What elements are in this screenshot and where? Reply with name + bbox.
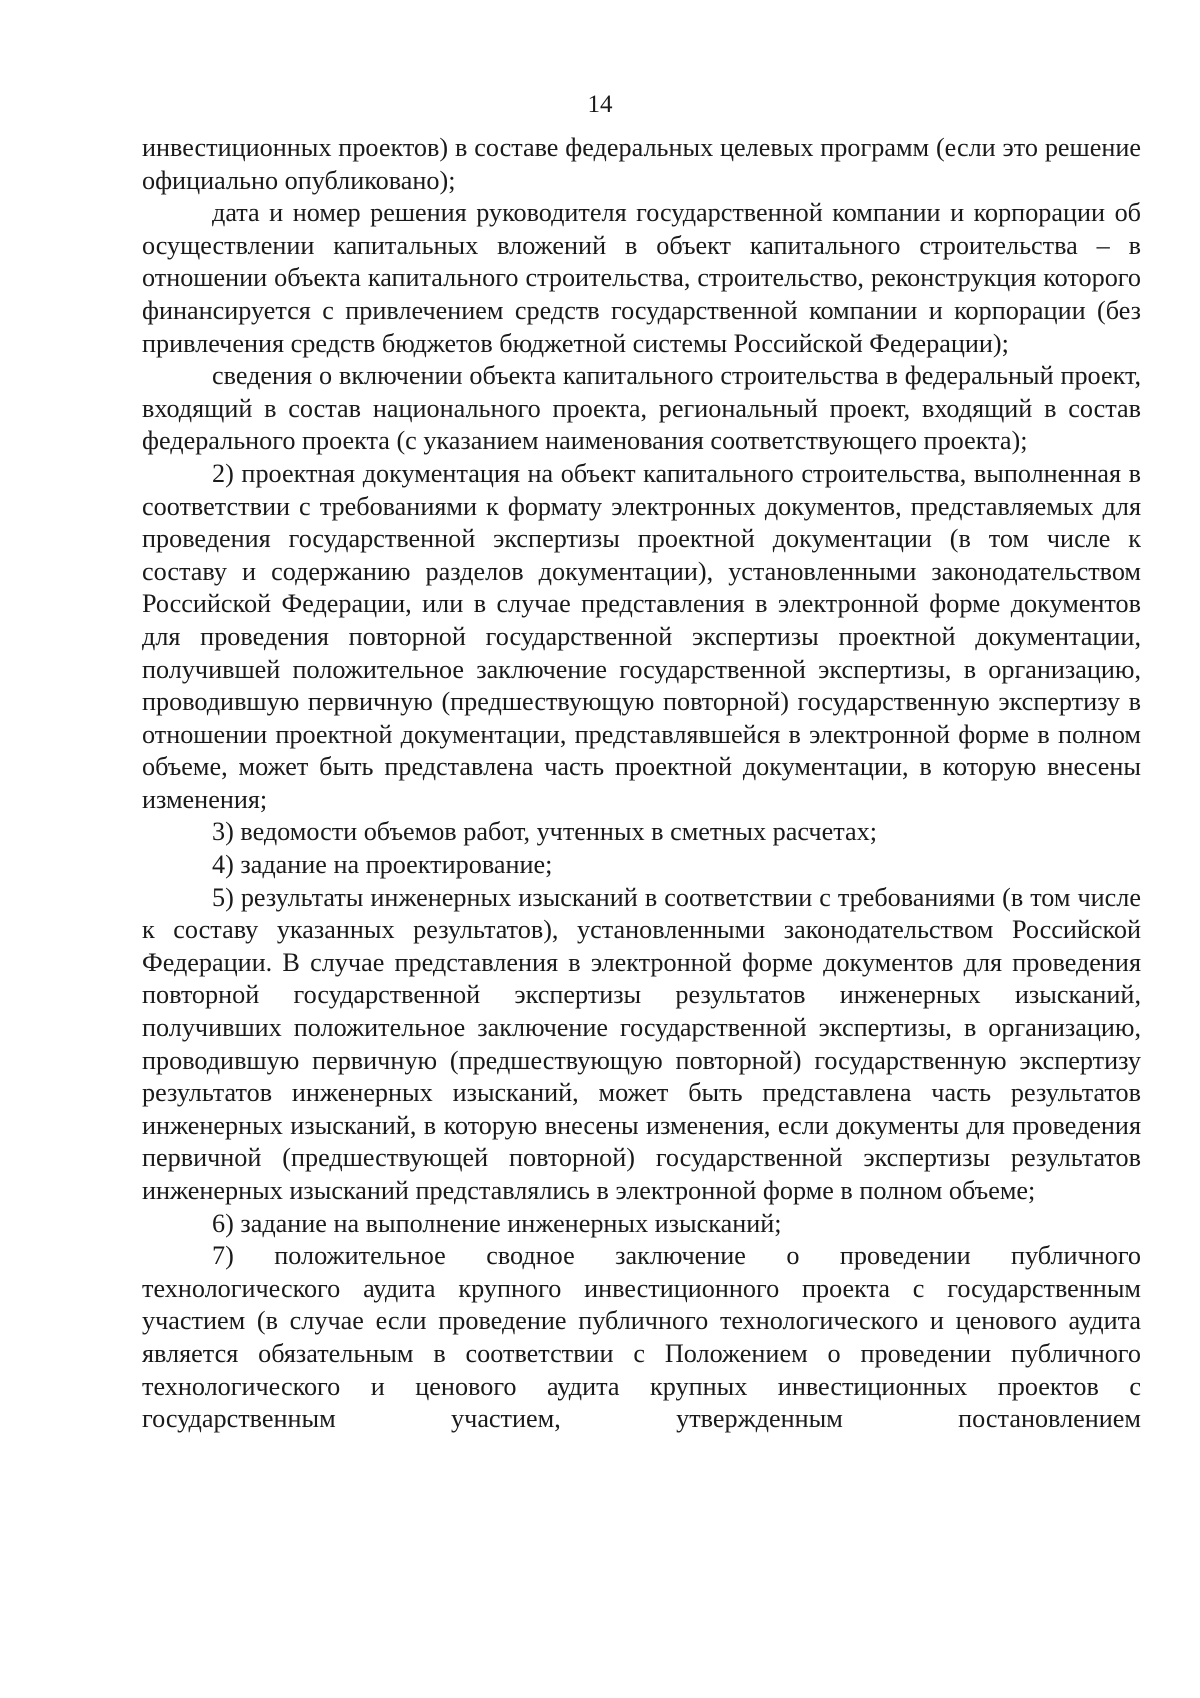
paragraph-decision-date: дата и номер решения руководителя государственной компании и корпорации об осуществлении капитальных вложений в объект капитального строительства – в отношении объекта капитального строительства, строительство, реконструкция которого финансируется с привлечением средств государственной компании и корпорации (без привлечения средств бюджетов бюджетной системы Российской Федерации); xyxy=(142,198,1141,358)
list-item-2-project-documentation: 2) проектная документация на объект капитального строительства, выполненная в соответствии с требованиями к формату электронных документов, представляемых для проведения государственной экспертизы проектной документации (в том числе к составу и содержанию разделов документации), установленными законодательством Российской Федерации, или в случае представления в электронной форме документов для проведения повторной государственной экспертизы проектной документации, получившей положительное заключение государственной экспертизы, в организацию, проводившую первичную (предшествующую повторной) государственную экспертизу в отношении проектной документации, представлявшейся в электронной форме в полном объеме, может быть представлена часть проектной документации, в которую внесены изменения; xyxy=(142,458,1141,814)
paragraph-continuation: инвестиционных проектов) в составе федеральных целевых программ (если это решение официально опубликовано); xyxy=(142,133,1141,195)
document-body xyxy=(142,132,1141,1436)
list-item-6-survey-assignment: 6) задание на выполнение инженерных изысканий; xyxy=(212,1208,782,1238)
list-item-5-survey-results: 5) результаты инженерных изысканий в соответствии с требованиями (в том числе к составу указанных результатов), установленными законодательством Российской Федерации. В случае представления в электронной форме документов для проведения повторной государственной экспертизы результатов инженерных изысканий, получивших положительное заключение государственной экспертизы, в организацию, проводившую первичную (предшествующую повторной) государственную экспертизу результатов инженерных изысканий, может быть представлена часть результатов инженерных изысканий, в которую внесены изменения, если документы для проведения первичной (предшествующей повторной) государственной экспертизы результатов инженерных изысканий представлялись в электронной форме в полном объеме; xyxy=(142,882,1141,1205)
list-item-3-work-volumes: 3) ведомости объемов работ, учтенных в сметных расчетах; xyxy=(212,817,877,847)
paragraph-federal-project-info: сведения о включении объекта капитального строительства в федеральный проект, входящий в состав национального проекта, региональный проект, входящий в состав федерального проекта (с указанием наименования соответствующего проекта); xyxy=(142,361,1141,456)
list-item-7-audit-conclusion: 7) положительное сводное заключение о проведении публичного технологического аудита крупного инвестиционного проекта с государственным участием (в случае если проведение публичного технологического и ценового аудита является обязательным в соответствии с Положением о проведении публичного технологического и ценового аудита крупных инвестиционных проектов с государственным участием, утвержденным постановлением xyxy=(142,1241,1141,1434)
list-item-4-design-assignment: 4) задание на проектирование; xyxy=(212,850,553,880)
page-number: 14 xyxy=(587,91,613,118)
